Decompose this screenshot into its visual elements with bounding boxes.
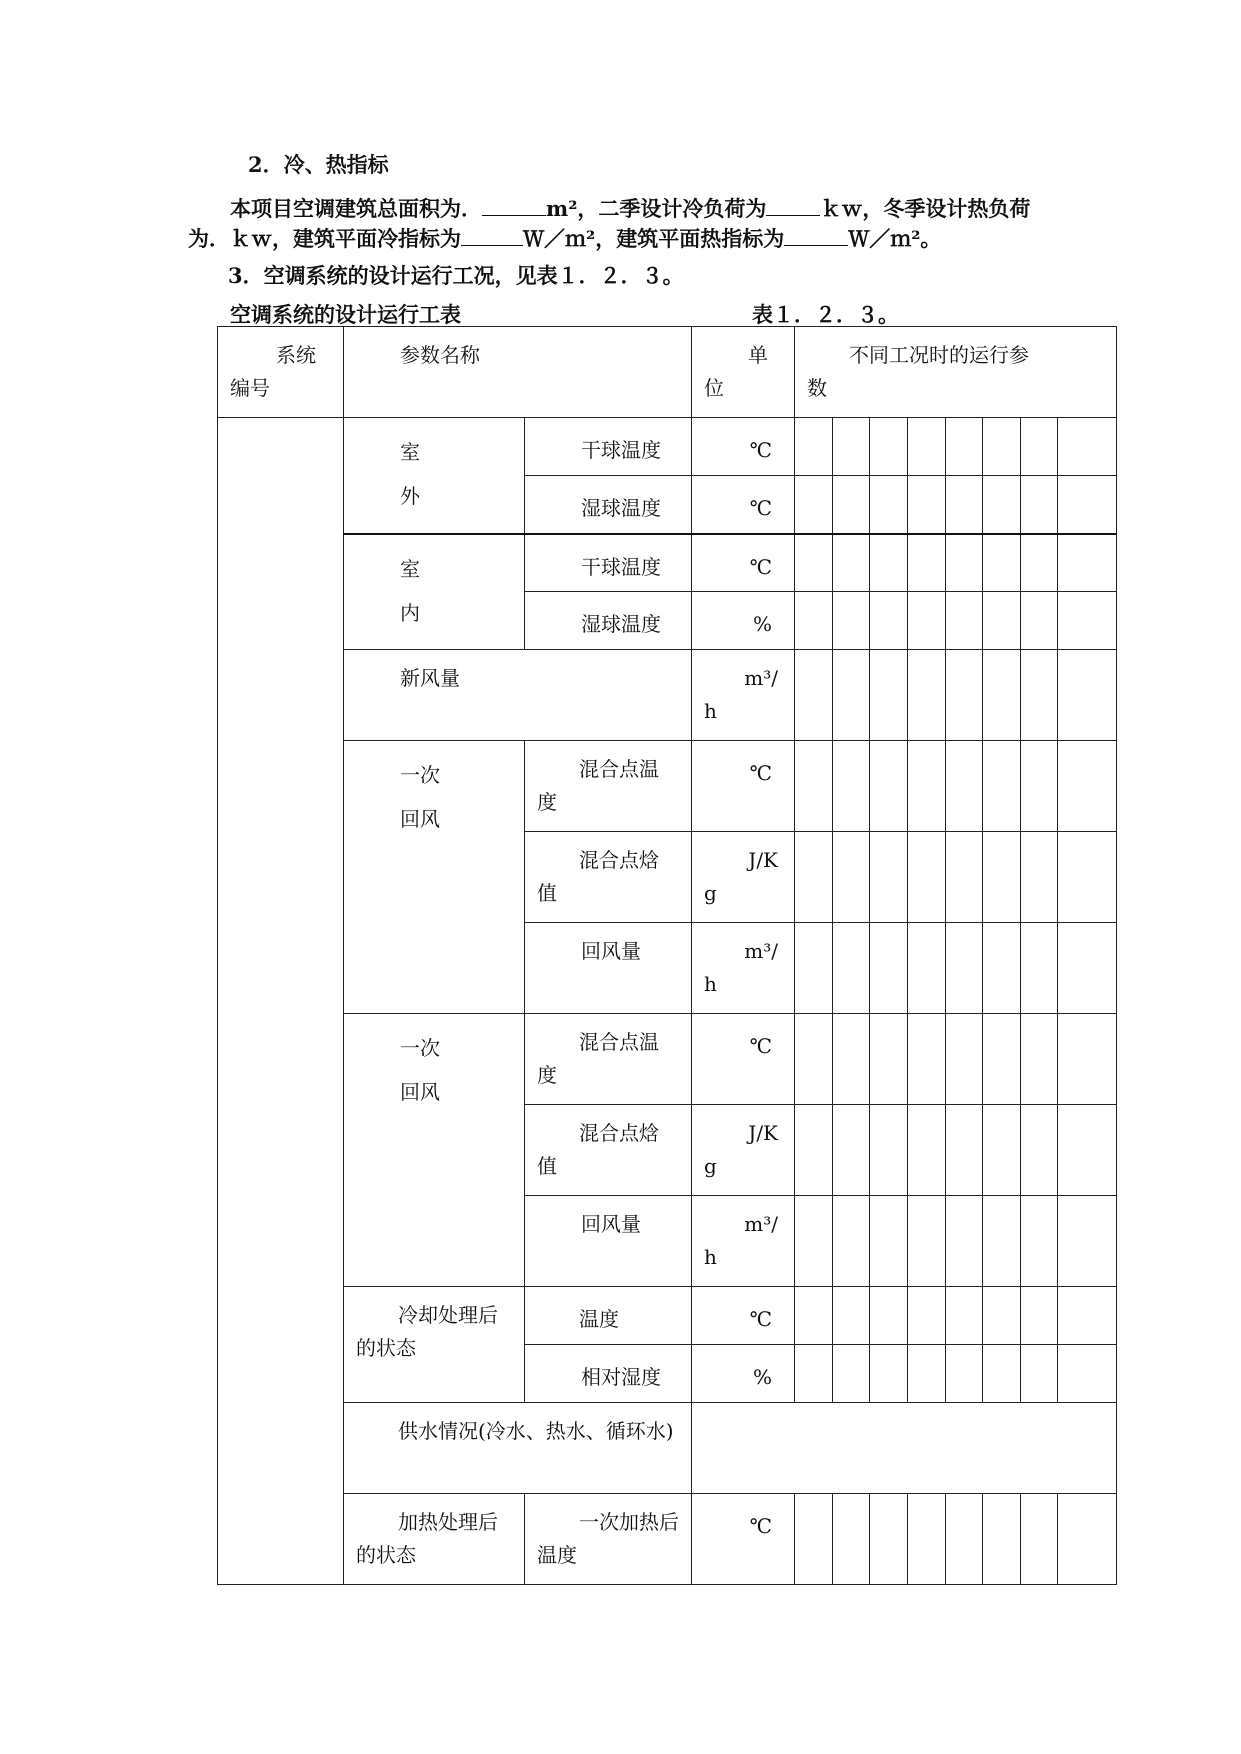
value-cell[interactable]: [1021, 923, 1058, 1014]
header-unit: 单 位: [692, 327, 795, 418]
value-cell[interactable]: [1058, 534, 1117, 592]
unit-cell: J/K g: [692, 832, 795, 923]
unit-cell: m³/ h: [692, 923, 795, 1014]
header-param-name: 参数名称: [344, 327, 692, 418]
value-cell[interactable]: [983, 832, 1021, 923]
value-cell[interactable]: [833, 476, 870, 534]
value-cell[interactable]: [908, 1014, 946, 1105]
unit-cell: ℃: [692, 1287, 795, 1345]
table-row: [218, 741, 1117, 832]
param-return-volume: 回风量: [525, 1196, 692, 1287]
header-operating-params: 不同工况时的运行参 数: [795, 327, 1117, 418]
value-cell[interactable]: [908, 1494, 946, 1585]
value-cell[interactable]: [795, 650, 833, 741]
param-cooling-temp: 温度: [525, 1287, 692, 1345]
value-cell[interactable]: [833, 1105, 870, 1196]
blank-area[interactable]: [482, 193, 546, 216]
group-indoor: 室 内: [344, 534, 525, 650]
value-cell[interactable]: [1058, 1494, 1117, 1585]
blank-cooling-index[interactable]: [461, 223, 523, 246]
value-cell[interactable]: [908, 1345, 946, 1403]
param-outdoor-dry-bulb: 干球温度: [525, 418, 692, 476]
param-indoor-wet-bulb: 湿球温度: [525, 592, 692, 650]
value-cell[interactable]: [870, 832, 908, 923]
table-row: [218, 1014, 1117, 1105]
text-cooling-load: m²，二季设计冷负荷为: [546, 196, 767, 221]
value-cell[interactable]: [946, 1345, 983, 1403]
value-cell[interactable]: [983, 923, 1021, 1014]
value-cell[interactable]: [870, 1287, 908, 1345]
value-cell[interactable]: [833, 741, 870, 832]
param-fresh-air: 新风量: [344, 650, 692, 741]
section-2-heading: 2．冷、热指标: [248, 152, 389, 177]
value-cell[interactable]: [870, 592, 908, 650]
text-heating-index: Ｗ／ｍ²，建筑平面热指标为: [523, 226, 785, 251]
value-cell[interactable]: [946, 1287, 983, 1345]
param-mix-temp: 混合点温 度: [525, 1014, 692, 1105]
value-cell[interactable]: [795, 1345, 833, 1403]
area-load-line-2: [188, 223, 941, 253]
unit-cell: ℃: [692, 1494, 795, 1585]
table-number: 表１．２．３。: [752, 302, 899, 327]
value-cell[interactable]: [1021, 1014, 1058, 1105]
value-cell[interactable]: [870, 923, 908, 1014]
value-cell[interactable]: [908, 592, 946, 650]
value-cell[interactable]: [1058, 650, 1117, 741]
design-conditions-table: [217, 326, 1117, 1585]
value-cell[interactable]: [908, 923, 946, 1014]
value-cell[interactable]: [1021, 832, 1058, 923]
value-cell[interactable]: [833, 1494, 870, 1585]
value-cell[interactable]: [795, 1494, 833, 1585]
text-unit-end: Ｗ／ｍ²。: [848, 226, 942, 251]
value-cell[interactable]: [946, 1196, 983, 1287]
param-mix-temp: 混合点温 度: [525, 741, 692, 832]
param-outdoor-wet-bulb: 湿球温度: [525, 476, 692, 534]
value-cell[interactable]: [983, 1494, 1021, 1585]
value-cell[interactable]: [1058, 1287, 1117, 1345]
value-cell[interactable]: [908, 832, 946, 923]
unit-cell: J/K g: [692, 1105, 795, 1196]
unit-cell: ℃: [692, 741, 795, 832]
table-row: [218, 650, 1117, 741]
value-cell[interactable]: [833, 592, 870, 650]
blank-heating-index[interactable]: [784, 223, 848, 246]
value-cell[interactable]: [795, 1014, 833, 1105]
value-cell[interactable]: [946, 534, 983, 592]
value-cell[interactable]: [870, 1345, 908, 1403]
value-cell[interactable]: [908, 1105, 946, 1196]
param-primary-heating-temp: 一次加热后温度: [525, 1494, 692, 1585]
param-cooling-rh: 相对湿度: [525, 1345, 692, 1403]
value-cell[interactable]: [870, 650, 908, 741]
value-cell[interactable]: [983, 1345, 1021, 1403]
value-cell[interactable]: [833, 832, 870, 923]
group-cooling-state: 冷却处理后的状态: [344, 1287, 525, 1403]
value-cell[interactable]: [946, 741, 983, 832]
group-heating-state: 加热处理后的状态: [344, 1494, 525, 1585]
value-cell[interactable]: [983, 418, 1021, 476]
value-cell[interactable]: [795, 476, 833, 534]
value-cell[interactable]: [908, 476, 946, 534]
system-no-cell[interactable]: [218, 418, 344, 1585]
value-cell[interactable]: [833, 650, 870, 741]
unit-cell: %: [692, 1345, 795, 1403]
value-cell[interactable]: [946, 650, 983, 741]
value-cell[interactable]: [983, 650, 1021, 741]
value-cell[interactable]: [795, 832, 833, 923]
table-caption: 空调系统的设计运行工表: [230, 302, 461, 327]
value-cell[interactable]: [870, 1196, 908, 1287]
value-cell[interactable]: [833, 1345, 870, 1403]
value-cell[interactable]: [833, 418, 870, 476]
header-row: [218, 327, 1117, 418]
value-cell[interactable]: [983, 1105, 1021, 1196]
value-cell[interactable]: [946, 1014, 983, 1105]
value-cell[interactable]: [983, 1196, 1021, 1287]
group-return-air-2: 一次 回风: [344, 1014, 525, 1287]
value-cell[interactable]: [1021, 476, 1058, 534]
value-cell[interactable]: [1021, 650, 1058, 741]
table-row: [218, 1287, 1117, 1345]
value-cell[interactable]: [795, 1105, 833, 1196]
value-cell[interactable]: [795, 1287, 833, 1345]
table-row: [218, 534, 1117, 592]
value-cell[interactable]: [1021, 1494, 1058, 1585]
value-cell[interactable]: [1058, 832, 1117, 923]
value-cell[interactable]: [1021, 1345, 1058, 1403]
value-cell[interactable]: [946, 1105, 983, 1196]
value-cell[interactable]: [946, 923, 983, 1014]
value-cell[interactable]: [946, 476, 983, 534]
value-cell[interactable]: [1021, 1287, 1058, 1345]
param-mix-enthalpy: 混合点焓 值: [525, 1105, 692, 1196]
value-cell[interactable]: [908, 1196, 946, 1287]
value-cell[interactable]: [983, 534, 1021, 592]
value-cell[interactable]: [833, 923, 870, 1014]
param-mix-enthalpy: 混合点焓 值: [525, 832, 692, 923]
value-cell[interactable]: [795, 592, 833, 650]
value-cell[interactable]: [1058, 1014, 1117, 1105]
value-cell[interactable]: [795, 741, 833, 832]
value-cell[interactable]: [1058, 923, 1117, 1014]
value-cell[interactable]: [1058, 592, 1117, 650]
value-cell[interactable]: [833, 1014, 870, 1105]
param-water-supply: 供水情况(冷水、热水、循环水): [344, 1403, 692, 1494]
value-cell[interactable]: [1021, 418, 1058, 476]
value-cell[interactable]: [870, 1494, 908, 1585]
value-cell[interactable]: [983, 741, 1021, 832]
table-row: [218, 1494, 1117, 1585]
water-supply-value-cell[interactable]: [692, 1403, 1117, 1494]
value-cell[interactable]: [870, 741, 908, 832]
value-cell[interactable]: [870, 534, 908, 592]
table-row: [218, 1403, 1117, 1494]
param-indoor-dry-bulb: 干球温度: [525, 534, 692, 592]
value-cell[interactable]: [1021, 1105, 1058, 1196]
value-cell[interactable]: [795, 534, 833, 592]
param-return-volume: 回风量: [525, 923, 692, 1014]
group-return-air-1: 一次 回风: [344, 741, 525, 1014]
value-cell[interactable]: [946, 418, 983, 476]
value-cell[interactable]: [946, 592, 983, 650]
value-cell[interactable]: [983, 592, 1021, 650]
unit-cell: ℃: [692, 476, 795, 534]
value-cell[interactable]: [908, 418, 946, 476]
value-cell[interactable]: [908, 534, 946, 592]
value-cell[interactable]: [1058, 1345, 1117, 1403]
value-cell[interactable]: [795, 923, 833, 1014]
value-cell[interactable]: [946, 832, 983, 923]
value-cell[interactable]: [870, 1014, 908, 1105]
value-cell[interactable]: [1058, 1196, 1117, 1287]
unit-cell: m³/ h: [692, 650, 795, 741]
value-cell[interactable]: [1058, 476, 1117, 534]
value-cell[interactable]: [1021, 1196, 1058, 1287]
value-cell[interactable]: [870, 1105, 908, 1196]
table-row: [218, 418, 1117, 476]
value-cell[interactable]: [1058, 1105, 1117, 1196]
value-cell[interactable]: [795, 1196, 833, 1287]
unit-cell: %: [692, 592, 795, 650]
area-load-line-1: [230, 193, 1030, 223]
value-cell[interactable]: [1021, 534, 1058, 592]
section-3-heading: 3．空调系统的设计运行工况，见表１．２．３。: [228, 263, 684, 288]
value-cell[interactable]: [908, 1287, 946, 1345]
value-cell[interactable]: [1058, 418, 1117, 476]
value-cell[interactable]: [908, 650, 946, 741]
unit-cell: ℃: [692, 418, 795, 476]
value-cell[interactable]: [983, 1014, 1021, 1105]
value-cell[interactable]: [795, 418, 833, 476]
value-cell[interactable]: [983, 476, 1021, 534]
blank-cooling-load[interactable]: [766, 193, 820, 216]
header-system-no: 系统 编号: [218, 327, 344, 418]
value-cell[interactable]: [833, 1196, 870, 1287]
text-heating-load: ｋｗ，冬季设计热负荷: [820, 196, 1031, 221]
value-cell[interactable]: [833, 1287, 870, 1345]
value-cell[interactable]: [908, 741, 946, 832]
value-cell[interactable]: [870, 476, 908, 534]
value-cell[interactable]: [983, 1287, 1021, 1345]
value-cell[interactable]: [1058, 741, 1117, 832]
text-total-area: 本项目空调建筑总面积为．: [230, 196, 482, 221]
value-cell[interactable]: [1021, 741, 1058, 832]
value-cell[interactable]: [833, 534, 870, 592]
unit-cell: ℃: [692, 534, 795, 592]
unit-cell: ℃: [692, 1014, 795, 1105]
group-outdoor: 室 外: [344, 418, 525, 534]
text-cooling-index: 为．ｋｗ，建筑平面冷指标为: [188, 226, 461, 251]
unit-cell: m³/ h: [692, 1196, 795, 1287]
value-cell[interactable]: [870, 418, 908, 476]
value-cell[interactable]: [946, 1494, 983, 1585]
value-cell[interactable]: [1021, 592, 1058, 650]
